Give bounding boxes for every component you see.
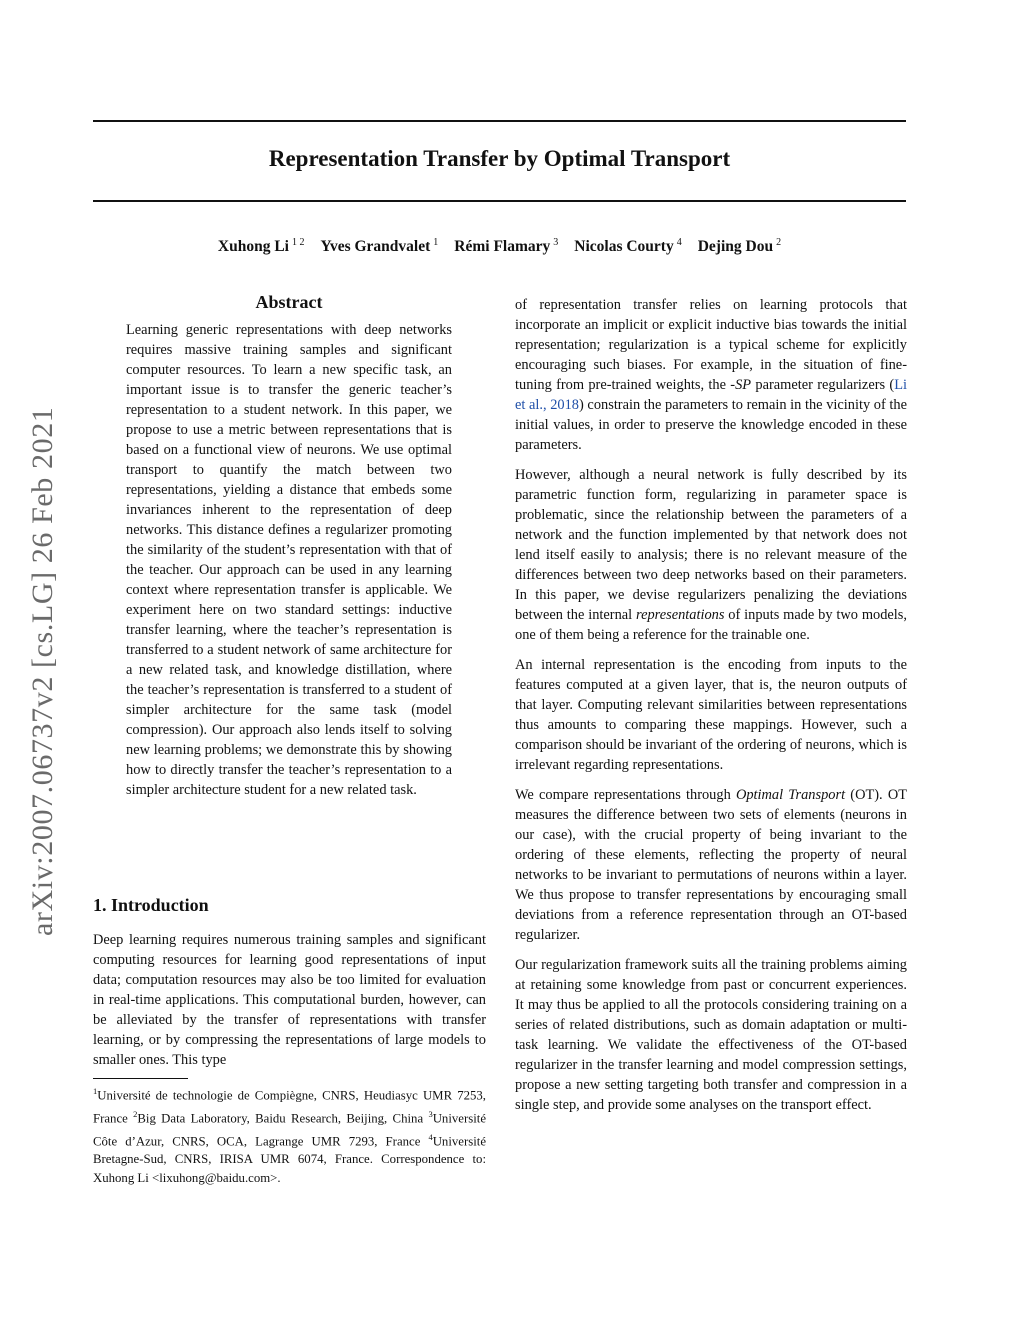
abstract-heading: Abstract [255, 292, 323, 312]
paragraph: An internal representation is the encoding from inputs to the features computed at a given layer, that is, the neuron outputs of that layer. Computing relevant similarities between representations thus amounts to comparing these mappings. However, such a comparison should be invariant of the ordering of neurons, which is irrelevant regarding representations. [515, 657, 907, 773]
introduction-text: Deep learning requires numerous training samples and significant computing resources for learning good representations of input data; computation resources may also be too limited for evaluation in real-time applications. This computational burden, however, can be alleviated by the transfer of representations with transfer learning, or by compressing the representations of large models to smaller ones. This type [93, 932, 486, 1068]
paragraph: Our regularization framework suits all the training problems aiming at retaining some knowledge from past or concurrent experiences. It may thus be applied to all the protocols considering training on a series of related distributions, such as domain adaptation or multi-task learning. We validate the effectiveness of the OT-based regularizer in the transfer learning and model compression settings, propose a new setting targeting both transfer and compression in a single step, and provide some analyses on the transport effect. [515, 957, 907, 1113]
footnote-rule [93, 1078, 188, 1079]
introduction-heading: 1. Introduction [93, 895, 209, 915]
author: Xuhong Li $^{1 2}$ [217, 237, 305, 256]
right-column [515, 295, 907, 1125]
author: Nicolas Courty $^4$ [574, 237, 682, 256]
paragraph: However, although a neural network is fully described by its parametric function form, regularizing in parameter space is problematic, since the relationship between the parameters of a network and the function implemented by that network does not lend itself easily to analysis; there is no relevant measure of the differences between two deep networks based on their parameters. In this paper, we devise regularizers penalizing the deviations between the internal representations of inputs made by two models, one of them being a reference for the trainable one. [515, 467, 907, 643]
citation-link[interactable]: Li et al., 2018 [515, 377, 907, 413]
arxiv-stamp: arXiv:2007.06737v2 [cs.LG] 26 Feb 2021 [26, 406, 59, 936]
author: Rémi Flamary $^3$ [454, 237, 559, 256]
title-rule-bottom [93, 200, 906, 202]
paper-title: Representation Transfer by Optimal Transport [268, 146, 731, 171]
title-rule-top [93, 120, 906, 122]
affiliations-footnote: $^1$Université de technologie de Compiègne, CNRS, Heudiasyc UMR 7253, France $^2$Big Data Laboratory, Baidu Research, Beijing, China $^3$Université Côte d’Azur, CNRS, OCA, Lagrange UMR 7293, France $^4$Université Bretagne-Sud, CNRS, IRISA UMR 6074, France. Correspondence to: Xuhong Li <lixuhong@baidu.com>. [93, 1086, 486, 1185]
paragraph: of representation transfer relies on learning protocols that incorporate an implicit or explicit inductive bias towards the initial representation; regularization is a typical scheme for explicitly encouraging such biases. For example, in the situation of fine-tuning from pre-trained weights, the -SP parameter regularizers (Li et al., 2018) constrain the parameters to remain in the vicinity of the initial values, in order to preserve the knowledge encoded in these parameters. [515, 297, 907, 453]
author-list [93, 237, 906, 256]
author: Dejing Dou $^2$ [697, 237, 782, 256]
abstract-text: Learning generic representations with deep networks requires massive training samples and significant computer resources. To learn a new specific task, an important issue is to transfer the generic teacher’s representation to a student network. In this paper, we propose to use a metric between representations that is based on a functional view of neurons. We use optimal transport to quantify the match between two representations, yielding a distance that embeds some invariances inherent to the representation of deep networks. This distance defines a regularizer promoting the similarity of the student’s representation with that of the teacher. Our approach can be used in any learning context where representation transfer is applicable. We experiment here on two standard settings: inductive transfer learning, where the teacher’s representation is transferred to a student network of same architecture for a new related task, and knowledge distillation, where the teacher’s representation is transferred to a student of simpler architecture for the same task (model compression). Our approach also lends itself to solving new learning problems; we demonstrate this by showing how to directly transfer the teacher’s representation to a simpler architecture student for a new related task. [126, 322, 452, 798]
author: Yves Grandvalet $^1$ [320, 237, 439, 256]
paragraph: We compare representations through Optimal Transport (OT). OT measures the difference between two sets of elements (neurons in our case), with the crucial property of being invariant to the ordering of these elements, reflecting the property of neural networks to be invariant to permutations of neurons within a layer. We thus propose to transfer representations by encouraging small deviations from a reference representation through an OT-based regularizer. [515, 787, 907, 943]
